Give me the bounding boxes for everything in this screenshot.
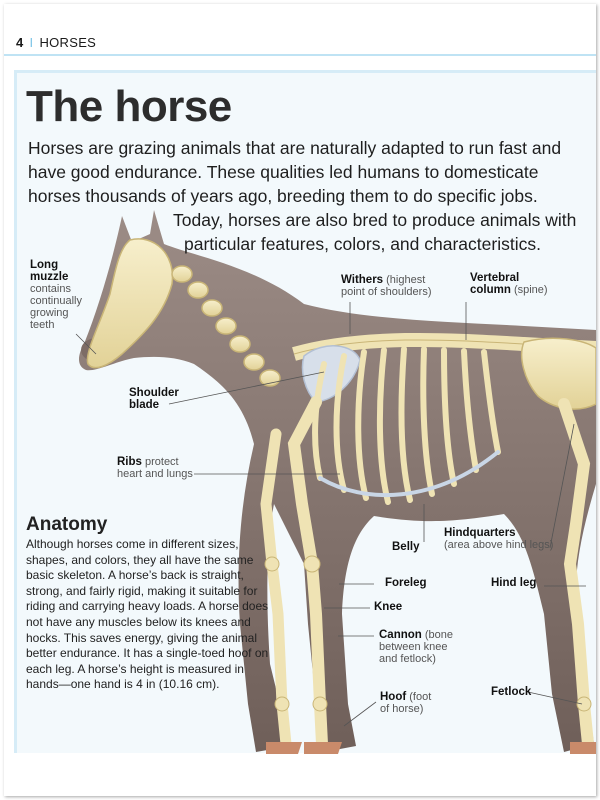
label-desc: (area above hind legs) xyxy=(444,539,554,551)
label-knee xyxy=(374,601,402,613)
label-desc: contains xyxy=(30,283,71,295)
label-foreleg xyxy=(385,577,427,589)
label-title: Withers xyxy=(341,274,384,286)
label-desc: between knee xyxy=(379,641,448,653)
intro-line: particular features, colors, and characteristics. xyxy=(184,234,541,254)
label-title: Shoulder xyxy=(129,387,179,399)
label-hoof xyxy=(380,691,431,715)
label-desc: teeth xyxy=(30,319,55,331)
label-desc: heart and lungs xyxy=(117,468,193,480)
label-title: muzzle xyxy=(30,271,69,283)
label-title: Fetlock xyxy=(491,686,532,698)
label-title: column xyxy=(470,284,511,296)
label-title: Knee xyxy=(374,601,403,613)
label-title: Foreleg xyxy=(385,577,427,589)
label-title: Ribs xyxy=(117,456,142,468)
intro-paragraph xyxy=(28,136,576,256)
label-desc: (spine) xyxy=(513,284,548,296)
label-belly xyxy=(392,541,420,553)
intro-line: Horses are grazing animals that are naturally adapted to run fast and xyxy=(28,138,562,158)
label-ribs xyxy=(117,456,193,480)
label-title: Hind leg xyxy=(491,577,537,589)
label-title: Hoof xyxy=(380,691,407,703)
label-title: Belly xyxy=(392,541,420,553)
hooves xyxy=(266,742,596,754)
book-page xyxy=(4,4,596,796)
anatomy-body: Although horses come in different sizes, shapes, and colors, they all have the same basic skeleton. A horse’s back is straight, strong, and fairly rigid, making it suitable for riding and carrying heavy loads. A horse does not have any muscles below its knees and hocks. This saves energy, giving the animal better endurance. It has a single-toed hoof on each leg. A horse’s height is measured in hands—one hand is 4 in (10.16 cm). xyxy=(26,537,269,692)
label-desc: protect xyxy=(144,456,179,468)
label-title: Cannon xyxy=(379,629,422,641)
page-number: 4 xyxy=(16,35,24,50)
page-title: The horse xyxy=(26,82,232,131)
label-fetlock xyxy=(491,686,531,698)
label-desc: and fetlock) xyxy=(379,653,436,665)
label-desc: (foot xyxy=(409,691,432,703)
label-title: Vertebral xyxy=(470,272,520,284)
label-hind-leg xyxy=(491,577,536,589)
label-cannon xyxy=(379,629,453,665)
label-long-muzzle xyxy=(30,259,82,331)
label-hindquarters xyxy=(444,527,553,551)
label-desc: of horse) xyxy=(380,703,424,715)
label-desc: (bone xyxy=(424,629,454,641)
label-title: Long xyxy=(30,259,59,271)
intro-line: have good endurance. These qualities led humans to domesticate xyxy=(28,162,539,182)
header-separator: I xyxy=(29,35,34,50)
label-vertebral-column xyxy=(470,272,548,296)
intro-line: horses thousands of years ago, breeding them to do specific jobs. xyxy=(28,186,538,206)
label-desc: (highest xyxy=(386,274,426,286)
label-desc: point of shoulders) xyxy=(341,286,432,298)
section-name: HORSES xyxy=(39,35,97,50)
label-desc: continually xyxy=(30,295,82,307)
label-desc: growing xyxy=(30,307,69,319)
label-shoulder-blade xyxy=(129,387,179,411)
label-title: Hindquarters xyxy=(444,527,516,539)
intro-line: Today, horses are also bred to produce animals with xyxy=(173,210,577,230)
anatomy-heading: Anatomy xyxy=(26,514,108,535)
label-title: blade xyxy=(129,399,160,411)
label-withers xyxy=(341,274,432,298)
